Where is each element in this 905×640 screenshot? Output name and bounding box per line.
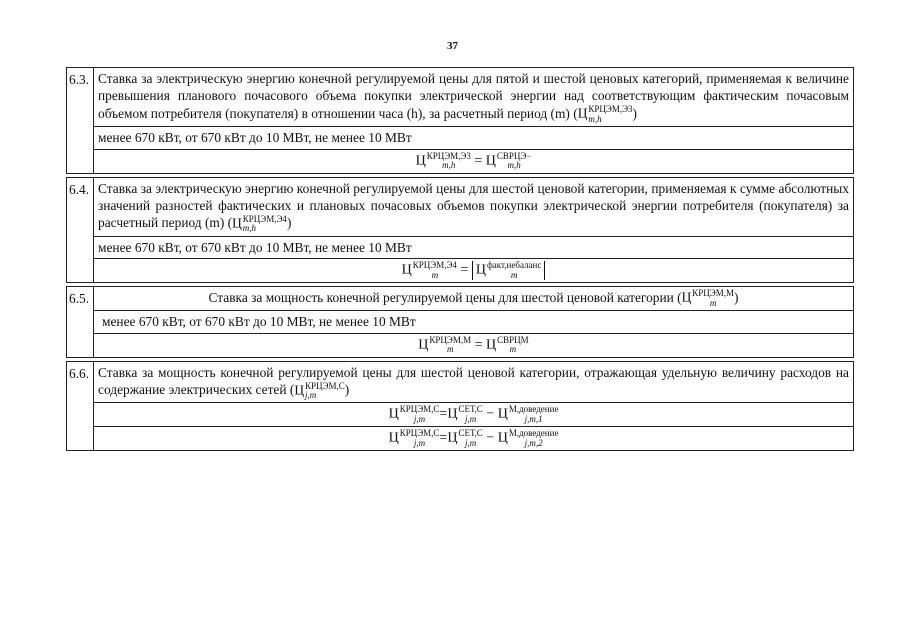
- formula: Ц КРЦЭМ,Э4 m = Ц факт,небаланс m: [94, 259, 854, 283]
- formula: Ц КРЦЭМ,Э3 m,h = Ц СВРЦЭ− m,h: [94, 149, 854, 173]
- section-title: Ставка за мощность конечной регулируемой цены для шестой ценовой категории (Ц КРЦЭМ,М m ): [94, 287, 854, 311]
- tariff-symbol: Ц КРЦЭМ,С j,m: [294, 380, 345, 400]
- section-title: Ставка за электрическую энергию конечной регулируемой цены для пятой и шестой ценовых категорий, применяемая к величине превышения планового почасового объема покупки электрической энергии над соответствующим фактическим почасовым объемом потребителя (покупателя) в отношении часа (h), за расчетный период (m) (Ц КРЦЭМ,Э3 m,h ): [94, 68, 854, 127]
- absolute-value: Ц факт,небаланс m: [472, 261, 545, 280]
- tariff-symbol: Ц КРЦЭМ,Э3 m,h: [577, 104, 633, 124]
- section-number: 6.4.: [67, 177, 94, 283]
- section-number: 6.5.: [67, 287, 94, 358]
- tariff-table: [66, 67, 854, 451]
- tariff-symbol: Ц КРЦЭМ,М m: [681, 288, 735, 308]
- section-number: 6.3.: [67, 68, 94, 174]
- power-condition: менее 670 кВт, от 670 кВт до 10 МВт, не менее 10 МВт: [94, 127, 854, 149]
- power-condition: менее 670 кВт, от 670 кВт до 10 МВт, не менее 10 МВт: [94, 236, 854, 258]
- formula: Ц КРЦЭМ,С j,m =Ц СЕТ,С j,m − Ц М,доведение j,m,2: [94, 427, 854, 451]
- section-6-4-header: [67, 177, 854, 236]
- section-title: Ставка за мощность конечной регулируемой цены для шестой ценовой категории, отражающая удельную величину расходов на содержание электрических сетей (Ц КРЦЭМ,С j,m ): [94, 361, 854, 403]
- page-number: 37: [447, 40, 458, 52]
- power-condition: менее 670 кВт, от 670 кВт до 10 МВт, не менее 10 МВт: [94, 311, 854, 333]
- formula: Ц КРЦЭМ,С j,m =Ц СЕТ,С j,m − Ц М,доведение j,m,1: [94, 403, 854, 427]
- section-title: Ставка за электрическую энергию конечной регулируемой цены для шестой ценовой категории, применяемая к сумме абсолютных значений разностей фактических и плановых почасовых объемов покупки электрической энергии потребителя (покупателя) за расчетный период (m) (Ц КРЦЭМ,Э4 m,h ): [94, 177, 854, 236]
- section-6-5-header: [67, 287, 854, 311]
- section-6-3-header: [67, 68, 854, 127]
- section-number: 6.6.: [67, 361, 94, 451]
- section-6-6-header: [67, 361, 854, 403]
- formula: Ц КРЦЭМ,М m = Ц СВРЦМ m: [94, 333, 854, 357]
- tariff-symbol: Ц КРЦЭМ,Э4 m,h: [232, 213, 287, 234]
